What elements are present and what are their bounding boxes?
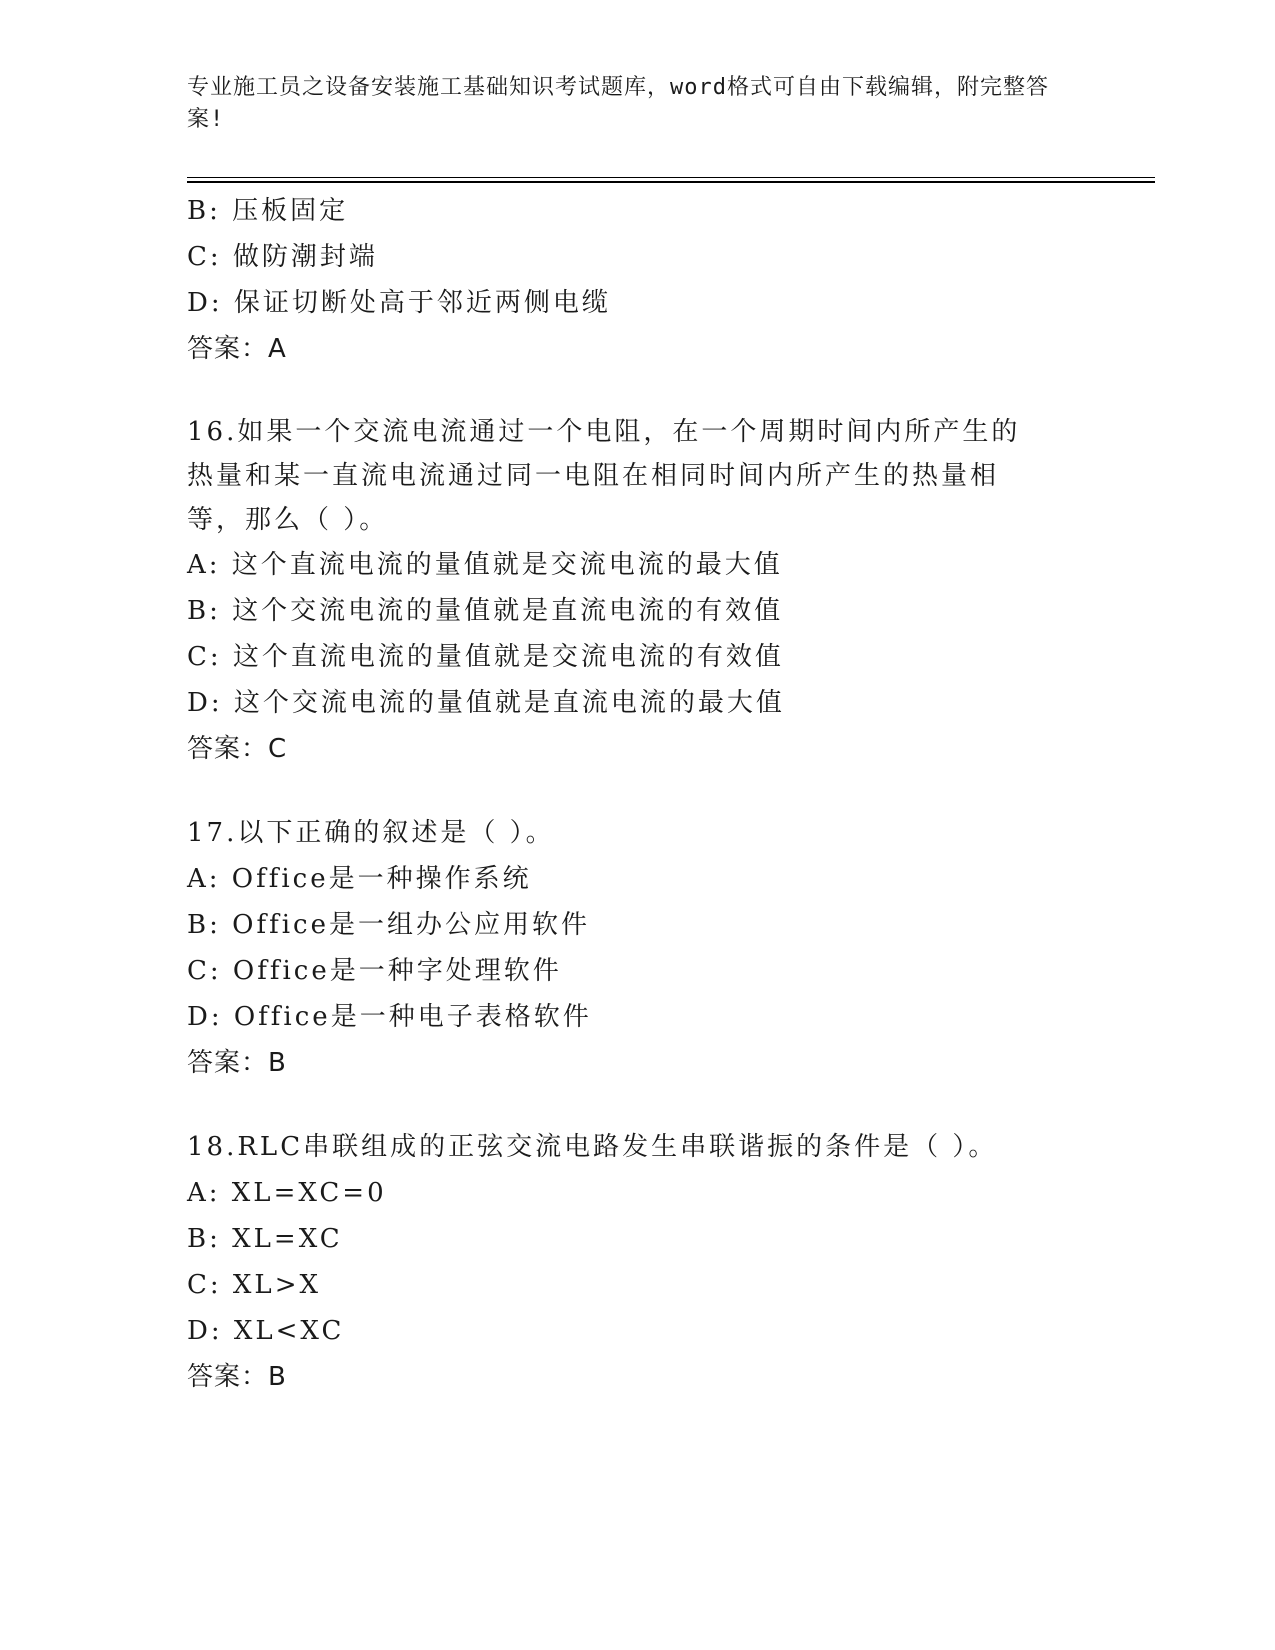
option-c: C: XL>X — [187, 1270, 321, 1300]
option-d: D: 这个交流电流的量值就是直流电流的最大值 — [187, 688, 785, 718]
option-a: A: Office是一种操作系统 — [187, 864, 532, 894]
option-d: D: XL<XC — [187, 1316, 345, 1346]
option-d: D: Office是一种电子表格软件 — [187, 1002, 592, 1032]
question-17 — [187, 810, 1087, 1086]
answer: 答案：A — [187, 334, 287, 364]
question-stem: 18.RLC串联组成的正弦交流电路发生串联谐振的条件是（ ）。 — [187, 1132, 998, 1162]
option-b: B: Office是一组办公应用软件 — [187, 910, 590, 940]
option-c: C: 这个直流电流的量值就是交流电流的有效值 — [187, 642, 784, 672]
option-b: B: XL=XC — [187, 1224, 343, 1254]
option-b: B: 这个交流电流的量值就是直流电流的有效值 — [187, 596, 784, 626]
option-b: B: 压板固定 — [187, 196, 349, 226]
option-c: C: Office是一种字处理软件 — [187, 956, 562, 986]
answer: 答案：B — [187, 1048, 287, 1078]
option-a: A: XL=XC=0 — [187, 1178, 387, 1208]
question-stem: 17.以下正确的叙述是（ ）。 — [187, 818, 555, 848]
question-16 — [187, 410, 1087, 772]
answer: 答案：C — [187, 734, 288, 764]
question-continuation — [187, 188, 1087, 372]
option-c: C: 做防潮封端 — [187, 242, 378, 272]
question-18 — [187, 1124, 1087, 1400]
header-rule-thin — [187, 177, 1155, 178]
answer: 答案：B — [187, 1362, 287, 1392]
option-a: A: 这个直流电流的量值就是交流电流的最大值 — [187, 550, 783, 580]
document-header: 专业施工员之设备安装施工基础知识考试题库，word格式可自由下载编辑，附完整答案! — [187, 75, 1049, 132]
question-stem: 16.如果一个交流电流通过一个电阻，在一个周期时间内所产生的热量和某一直流电流通过同一电阻在相同时间内所产生的热量相等，那么（ ）。 — [187, 417, 1021, 535]
header-rule-thick — [187, 181, 1155, 183]
option-d: D: 保证切断处高于邻近两侧电缆 — [187, 288, 611, 318]
document-body — [187, 188, 1087, 1400]
